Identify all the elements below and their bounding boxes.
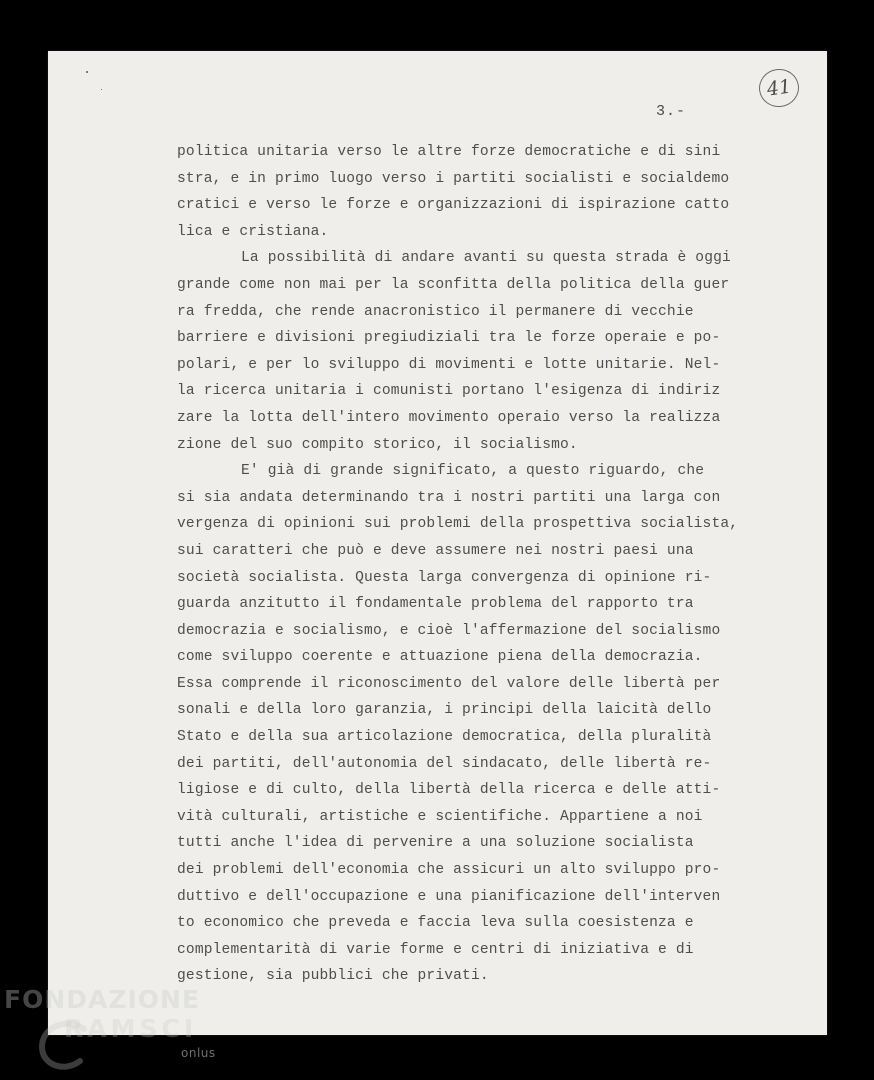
text-line: barriere e divisioni pregiudiziali tra le forze operaie e po- xyxy=(177,330,721,347)
folio-number: 41 xyxy=(765,75,793,101)
ink-speck xyxy=(86,71,88,73)
text-line: Stato e della sua articolazione democratica, della pluralità xyxy=(177,729,712,746)
text-line: stra, e in primo luogo verso i partiti socialisti e socialdemo xyxy=(177,170,730,187)
text-line: guarda anzitutto il fondamentale problema del rapporto tra xyxy=(177,596,694,613)
text-line: duttivo e dell'occupazione e una pianificazione dell'interven xyxy=(177,888,721,905)
text-line: zare la lotta dell'intero movimento operaio verso la realizza xyxy=(177,409,721,426)
text-line: come sviluppo coerente e attuazione piena della democrazia. xyxy=(177,649,703,666)
ink-speck xyxy=(101,89,102,90)
folio-stamp xyxy=(757,66,802,109)
text-line: to economico che preveda e faccia leva sulla coesistenza e xyxy=(177,915,694,932)
text-line: E' già di grande significato, a questo riguardo, che xyxy=(241,463,705,480)
text-line: polari, e per lo sviluppo di movimenti e lotte unitarie. Nel- xyxy=(177,356,721,373)
text-line: dei partiti, dell'autonomia del sindacato, delle libertà re- xyxy=(177,755,712,772)
text-line: zione del suo compito storico, il socialismo. xyxy=(177,436,578,453)
document-page xyxy=(48,51,827,1035)
typed-body-text xyxy=(177,139,777,990)
page-number: 3.- xyxy=(656,103,687,120)
text-line: gestione, sia pubblici che privati. xyxy=(177,968,489,985)
watermark-onlus: onlus xyxy=(181,1046,216,1060)
text-line: la ricerca unitaria i comunisti portano l'esigenza di indiriz xyxy=(177,383,721,400)
text-line: cratici e verso le forze e organizzazioni di ispirazione catto xyxy=(177,197,730,214)
text-line: società socialista. Questa larga convergenza di opinione ri- xyxy=(177,569,712,586)
text-line: vergenza di opinioni sui problemi della prospettiva socialista, xyxy=(177,516,739,533)
text-line: politica unitaria verso le altre forze democratiche e di sini xyxy=(177,144,721,160)
text-line: vità culturali, artistiche e scientifiche. Appartiene a noi xyxy=(177,808,703,825)
text-line: ligiose e di culto, della libertà della ricerca e delle atti- xyxy=(177,782,721,799)
text-line: sonali e della loro garanzia, i principi della laicità dello xyxy=(177,702,712,719)
watermark-swoosh-icon xyxy=(36,1015,96,1075)
watermark-line1: FONDAZIONE xyxy=(4,985,201,1014)
text-line: lica e cristiana. xyxy=(177,223,329,240)
text-line: Essa comprende il riconoscimento del valore delle libertà per xyxy=(177,675,721,692)
text-line: ra fredda, che rende anacronistico il permanere di vecchie xyxy=(177,303,694,320)
text-line: grande come non mai per la sconfitta della politica della guer xyxy=(177,276,730,293)
text-line: democrazia e socialismo, e cioè l'affermazione del socialismo xyxy=(177,622,721,639)
text-line: dei problemi dell'economia che assicuri un alto sviluppo pro- xyxy=(177,862,721,879)
text-line: sui caratteri che può e deve assumere nei nostri paesi una xyxy=(177,542,694,559)
text-line: tutti anche l'idea di pervenire a una soluzione socialista xyxy=(177,835,694,852)
watermark-logo xyxy=(4,985,216,1060)
text-line: La possibilità di andare avanti su questa strada è oggi xyxy=(241,250,731,267)
text-line: si sia andata determinando tra i nostri partiti una larga con xyxy=(177,489,721,506)
watermark-line2: RAMSCI xyxy=(64,1014,198,1043)
text-line: complementarità di varie forme e centri di iniziativa e di xyxy=(177,941,694,958)
